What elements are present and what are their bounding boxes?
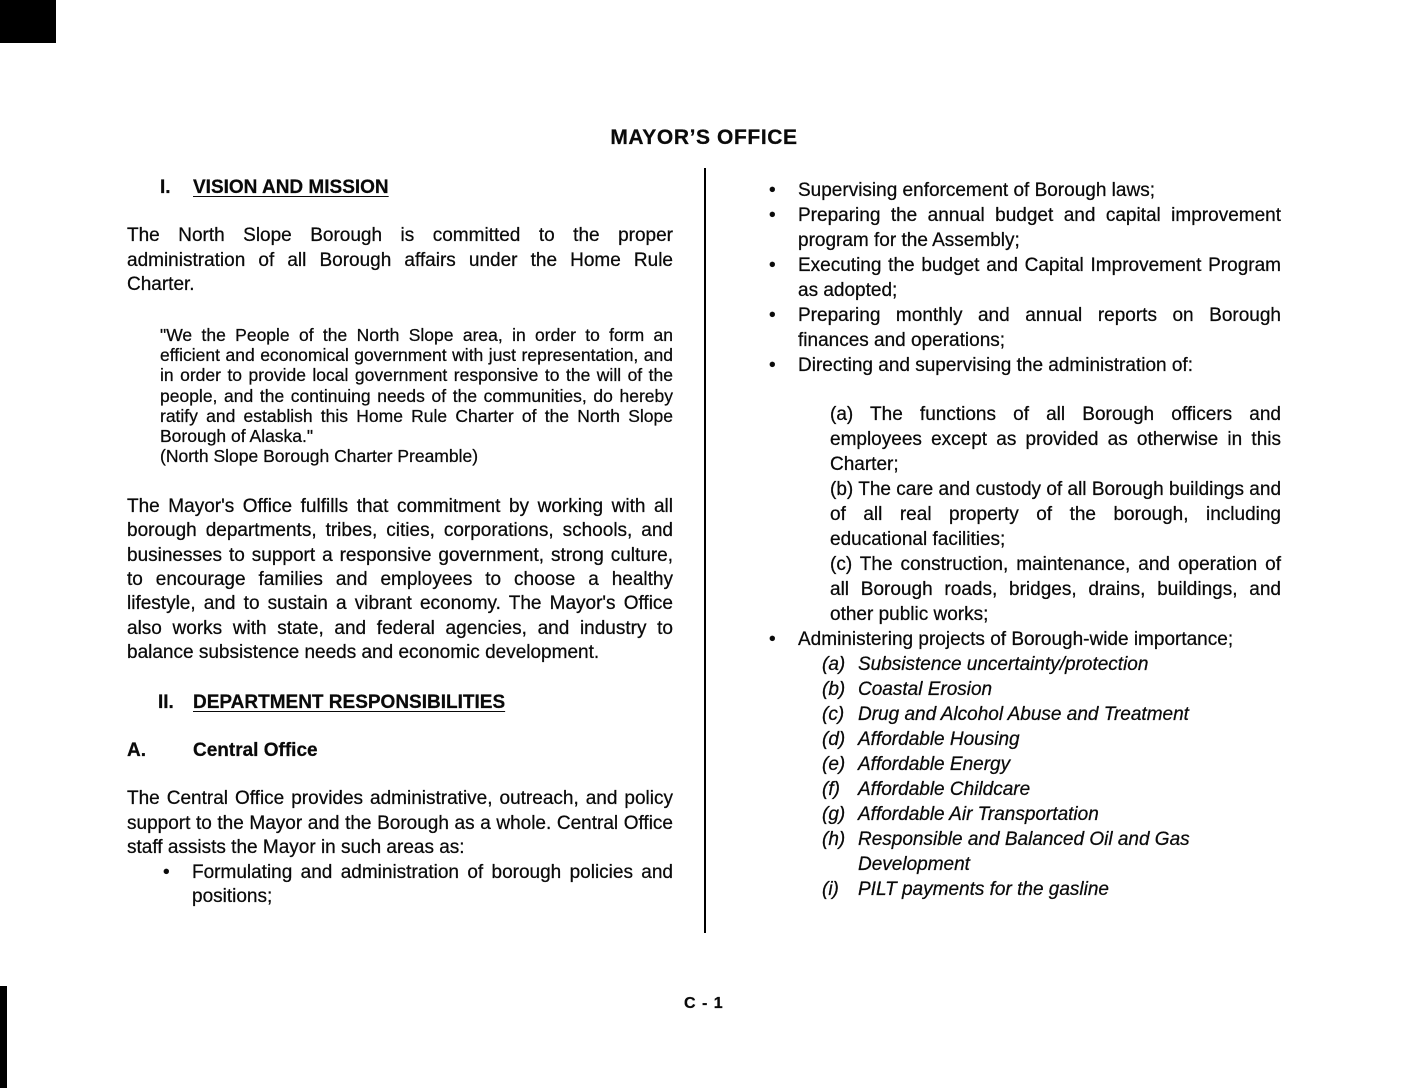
importance-item-text: Subsistence uncertainty/protection	[858, 654, 1149, 675]
section-heading-responsibilities	[127, 691, 673, 715]
bullet-icon: •	[163, 861, 170, 883]
list-item-text: Preparing the annual budget and capital improvement program for the Assembly;	[798, 205, 1281, 251]
list-item	[768, 253, 1281, 303]
sub-item-label: (c)	[830, 554, 853, 575]
section-numeral: I.	[160, 177, 171, 198]
charter-quote-block	[160, 325, 673, 467]
importance-item-text: Responsible and Balanced Oil and Gas Development	[858, 829, 1190, 875]
section-heading-vision	[127, 176, 673, 200]
importance-item	[822, 802, 1281, 827]
central-office-paragraph: The Central Office provides administrative, outreach, and policy support to the Mayor and the Borough as a whole. Central Office staff assists the Mayor in such areas as:	[127, 788, 673, 859]
section-heading-label: DEPARTMENT RESPONSIBILITIES	[193, 691, 506, 713]
importance-item	[822, 727, 1281, 752]
importance-item-label: (a)	[822, 654, 846, 675]
list-item	[768, 178, 1281, 203]
importance-item	[822, 677, 1281, 702]
importance-item-text: Drug and Alcohol Abuse and Treatment	[858, 704, 1189, 725]
sub-item-label: (b)	[830, 479, 854, 500]
list-item-text: Executing the budget and Capital Improvement Program as adopted;	[798, 255, 1281, 301]
subsection-title: Central Office	[193, 739, 318, 761]
administration-sub-item	[830, 477, 1281, 552]
importance-item-label: (b)	[822, 679, 846, 700]
mission-paragraph: The Mayor's Office fulfills that commitment by working with all borough departments, tribes, cities, corporations, schools, and businesses to support a responsive government, strong culture, to encourage families and employees to choose a healthy lifestyle, and to sustain a vibrant economy. The Mayor's Office also works with state, and federal agencies, and industry to balance subsistence needs and economic development.	[127, 495, 673, 664]
subsection-letter: A.	[127, 739, 146, 761]
sub-item-label: (a)	[830, 404, 854, 425]
importance-item-text: Affordable Air Transportation	[858, 804, 1099, 825]
left-column	[127, 176, 673, 909]
bullet-icon: •	[769, 305, 776, 326]
bullet-icon: •	[769, 355, 776, 376]
importance-item-label: (i)	[822, 879, 839, 900]
importance-item	[822, 877, 1281, 902]
importance-item	[822, 827, 1281, 877]
list-item	[127, 861, 673, 910]
intro-paragraph: The North Slope Borough is committed to the proper administration of all Borough affairs under the Home Rule Charter.	[127, 225, 673, 296]
list-item	[768, 303, 1281, 353]
importance-item-text: Coastal Erosion	[858, 679, 993, 700]
importance-item-text: Affordable Childcare	[858, 779, 1031, 800]
importance-item-label: (c)	[822, 704, 845, 725]
list-item-text: Formulating and administration of borough policies and positions;	[192, 861, 673, 907]
importance-item	[822, 702, 1281, 727]
column-divider	[704, 168, 706, 933]
importance-item-label: (f)	[822, 779, 840, 800]
bullet-icon: •	[769, 629, 776, 650]
section-numeral: II.	[158, 691, 174, 713]
charter-quote-source: (North Slope Borough Charter Preamble)	[160, 446, 479, 467]
importance-item-text: Affordable Housing	[858, 729, 1020, 750]
list-item	[768, 627, 1281, 652]
page-number: C - 1	[684, 995, 724, 1012]
importance-item	[822, 652, 1281, 677]
sub-item-text: The care and custody of all Borough buildings and of all real property of the borough, including educational facilities;	[830, 479, 1282, 550]
administration-sub-item	[830, 402, 1281, 477]
importance-item-label: (e)	[822, 754, 846, 775]
scan-artifact-corner	[0, 0, 56, 43]
importance-item	[822, 777, 1281, 802]
list-item-text: Supervising enforcement of Borough laws;	[798, 180, 1155, 201]
list-item-text: Directing and supervising the administration of:	[798, 355, 1193, 376]
importance-list	[822, 652, 1281, 902]
importance-item-text: PILT payments for the gasline	[858, 879, 1109, 900]
charter-quote-text: "We the People of the North Slope area, in order to form an efficient and economical government with just representation, and in order to provide local government responsive to the will of the people, and the continuing needs of the communities, do hereby ratify and establish this Home Rule Charter of the North Slope Borough of Alaska."	[160, 324, 673, 447]
sub-item-text: The functions of all Borough officers and employees except as provided as otherwise in this Charter;	[830, 404, 1282, 475]
list-item-text: Preparing monthly and annual reports on Borough finances and operations;	[798, 305, 1281, 351]
administration-sub-item	[830, 552, 1281, 627]
list-item	[768, 203, 1281, 253]
list-item	[768, 353, 1281, 378]
right-column	[768, 178, 1281, 902]
importance-item	[822, 752, 1281, 777]
importance-item-label: (g)	[822, 804, 846, 825]
sub-item-text: The construction, maintenance, and operation of all Borough roads, bridges, drains, buildings, and other public works;	[830, 554, 1282, 625]
section-heading-label: VISION AND MISSION	[193, 177, 389, 198]
scan-artifact-left-edge	[0, 986, 7, 1088]
importance-item-label: (d)	[822, 729, 846, 750]
bullet-icon: •	[769, 205, 776, 226]
bullet-icon: •	[769, 180, 776, 201]
page-title: MAYOR’S OFFICE	[610, 126, 798, 149]
bullet-icon: •	[769, 255, 776, 276]
importance-item-text: Affordable Energy	[858, 754, 1011, 775]
list-item-text: Administering projects of Borough-wide importance;	[798, 629, 1234, 650]
subsection-central-office	[127, 739, 673, 763]
importance-item-label: (h)	[822, 829, 846, 850]
